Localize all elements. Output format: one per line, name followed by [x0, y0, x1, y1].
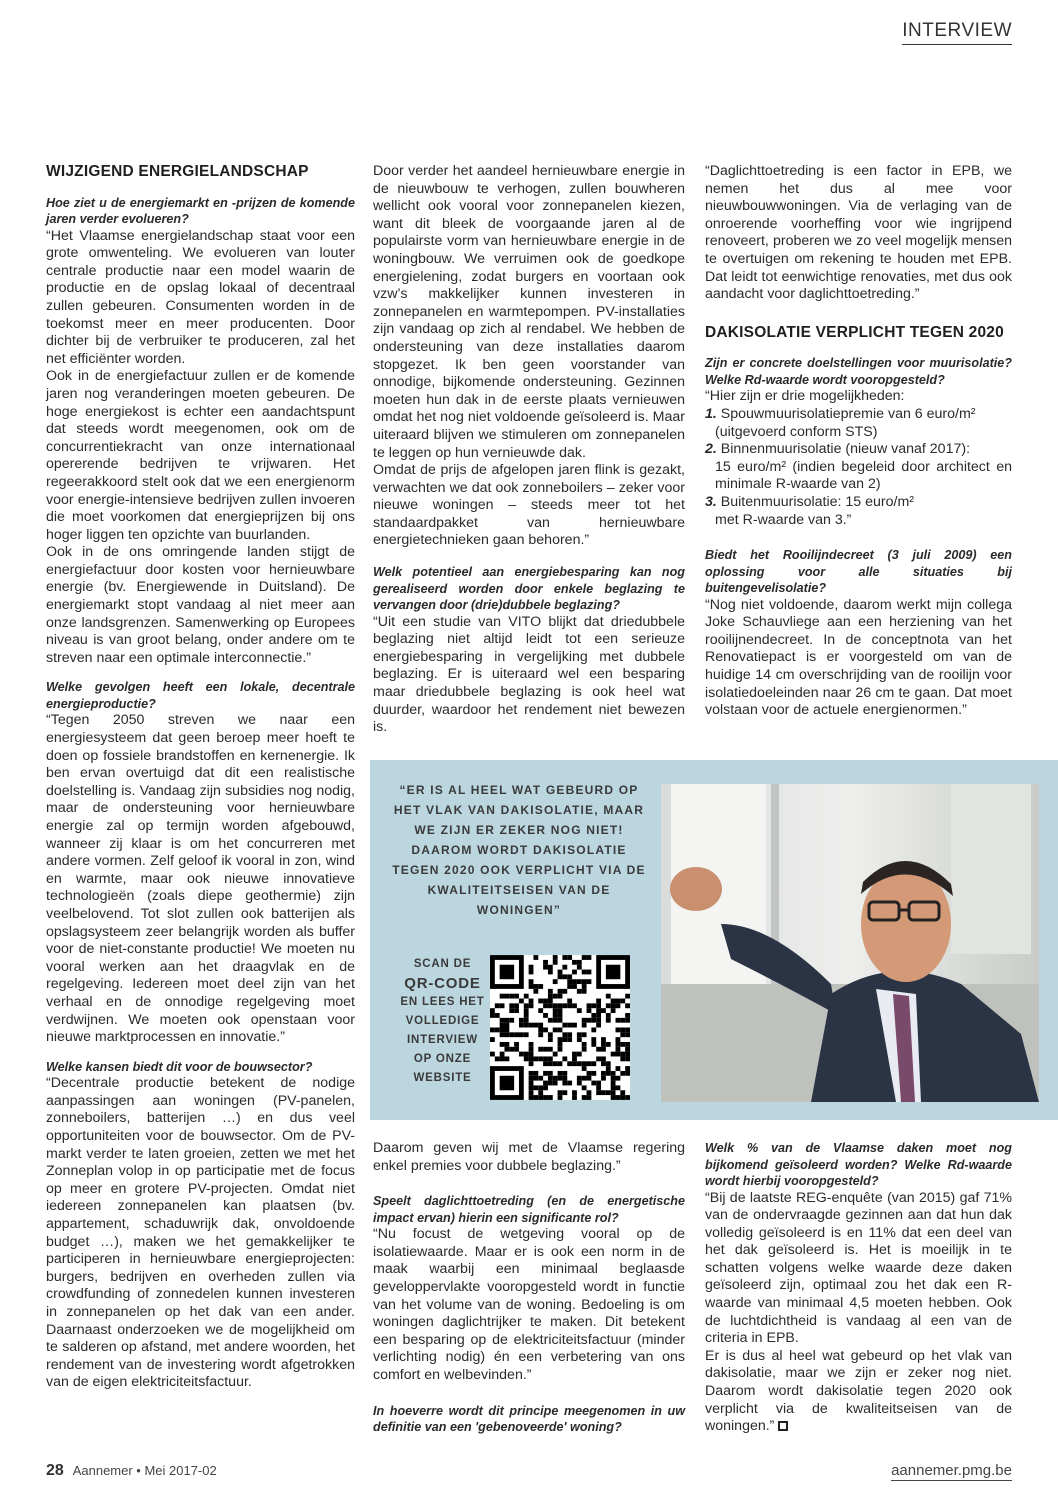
scan-prompt [400, 955, 485, 1088]
answer-paragraph: “Decentrale productie betekent de nodige aanpassingen aan woningen (PV-panelen, zonneboilers, batterijen …) en dus veel opportuniteiten voor de bouwsector. Om de PV-markt verder te laten groeien, zetten we met het Zonneplan volop in op participatie met de focus op meer en grotere PV-projecten. Omdat niet iedereen zonnepanelen kan plaatsen (bv. appartement, schaduwrijk dak, onvoldoende budget …), maken we het gemakkelijker te participeren in hernieuwbare energieprojecten: burgers, bedrijven en overheden zullen via crowdfunding of zonnedelen kunnen investeren in zonnepanelen op het dak van een ander. Daarnaast onderzoeken we de mogelijkheid om te salderen op afstand, met andere woorden, het rendement van de investering wordt afgetrokken van de eigen elektriciteitsfactuur. [46, 1075, 355, 1391]
column-2 [373, 163, 685, 737]
heading-energielandschap: WIJZIGEND ENERGIELANDSCHAP [46, 163, 309, 180]
list-text: Spouwmuurisolatiepremie van 6 euro/m² [720, 405, 976, 422]
question: Zijn er concrete doelstellingen voor muurisolatie? Welke Rd-waarde wordt vooropgesteld? [705, 356, 1012, 387]
column-3-bottom [705, 1140, 1012, 1436]
list-text: (uitgevoerd conform STS) [715, 423, 878, 440]
list-item [705, 441, 1012, 459]
answer-paragraph: “Nog niet voldoende, daarom werkt mijn collega Joke Schauvliege aan een herziening van het rooilijnendecreet. In de conceptnota van het Renovatiepact is er voorgesteld om van de huidige 14 cm overschrijding van de rooilijn voor isolatiedoeleinden naar 26 cm te gaan. Dat moet volstaan voor de actuele energienormen.” [705, 596, 1012, 719]
column-2-bottom [373, 1140, 685, 1436]
section-tag: INTERVIEW [902, 20, 1012, 45]
list-number: 2. [705, 441, 717, 458]
answer-paragraph: “Hier zijn er drie mogelijkheden: [705, 388, 905, 405]
footer-url[interactable]: aannemer.pmg.be [891, 1462, 1012, 1479]
question: Biedt het Rooilijndecreet (3 juli 2009) een oplossing voor alle situaties bij buitengevelisolatie? [705, 548, 1012, 596]
scan-line: QR-CODE [404, 975, 481, 992]
question: Speelt daglichttoetreding (en de energetische impact ervan) hierin een significante rol? [373, 1194, 685, 1225]
footer-left [46, 1462, 217, 1480]
answer-paragraph: “Tegen 2050 streven we naar een energiesysteem dat geen beroep meer hoeft te doen op fossiele brandstoffen en kernenergie. Ik ben ervan overtuigd dat dit een realistische doelstelling is. Vandaag zijn subsidies nog nodig, maar de ondersteuning voor hernieuwbare energie zal op termijn worden afgebouwd, wanneer zij klaar is om het concurreren met andere vormen. Zelf geloof ik vooral in zon, wind en warmte, maar ook nieuwe innovatieve technologieën (zoals diepe geothermie) zijn veelbelovend. Tot slot zullen ook batterijen als opslagsysteem zeer belangrijk worden als buffer voor de niet-constante productie! We moeten nu vooral werken aan het draagvlak en de regelgeving. Iedereen moet deel zijn van het verhaal en de onnodige regelgeving moet verdwijnen. We moeten ook openstaan voor nieuwe marktprocessen en innovatie.” [46, 712, 355, 1046]
pull-quote-part: DAAROM WORDT DAKISOLATIE TEGEN 2020 OOK VERPLICHT VIA DE KWALITEITSEISEN VAN DE WONINGEN” [392, 843, 646, 917]
answer-paragraph: “Uit een studie van VITO blijkt dat driedubbele beglazing niet altijd leidt tot een serieuze energiebesparing in vergelijking met dubbele beglazing. Er is uiteraard wel een besparing maar driedubbele beglazing is ook heel wat duurder, waardoor het rendement niet bewezen is. [373, 613, 685, 736]
answer-paragraph: “Bij de laatste REG-enquête (van 2015) gaf 71% van de ondervraagde gezinnen aan dat hun dak volledig geïsoleerd is en 11% dat een deel van het dak geïsoleerd is. Het is moeilijk in te schatten volgens welke waarde deze daken geïsoleerd zijn, optimaal zou het dak een R-waarde van minimaal 4,5 moeten hebben. Ook de luchtdichtheid is vandaag al een van de criteria in EPB. [705, 1189, 1012, 1347]
qr-code-graphic [490, 955, 630, 1100]
portrait-illustration [661, 784, 1039, 1102]
scan-line: EN LEES HET VOLLEDIGE INTERVIEW OP ONZE WEBSITE [400, 996, 485, 1084]
question: Welke gevolgen heeft een lokale, decentrale energieproductie? [46, 680, 355, 711]
question: Welke kansen biedt dit voor de bouwsector? [46, 1059, 313, 1074]
end-square-icon [778, 1421, 788, 1431]
heading-dakisolatie: DAKISOLATIE VERPLICHT TEGEN 2020 [705, 323, 1004, 341]
answer-paragraph: Omdat de prijs de afgelopen jaren flink is gezakt, verwachten we dat ook zonneboilers – zeker voor nieuwe woningen – steeds meer tot het standaardpakket van hernieuwbare energietechnieken gaan behoren.” [373, 462, 685, 549]
list-text: 15 euro/m² (indien begeleid door architect en minimale R-waarde van 2) [715, 458, 1012, 493]
answer-paragraph: “Het Vlaamse energielandschap staat voor een grote omwenteling. We evolueren van louter centrale productie naar een model waarin de productie en de opslag lokaal of decentraal zullen gebeuren. Consumenten worden in de toekomst meer en meer producenten. Door dichter bij de verbruiker te produceren, zal het net efficiënter worden. [46, 227, 355, 367]
column-1 [46, 163, 355, 1392]
question: Hoe ziet u de energiemarkt en -prijzen de komende jaren verder evolueren? [46, 195, 355, 227]
list-item [705, 494, 1012, 512]
pull-quote-part: “ER IS AL HEEL WAT GEBEURD OP HET VLAK VAN DAKISOLATIE, MAAR WE ZIJN ER ZEKER NOG NIET! [393, 783, 645, 837]
answer-paragraph: “Nu focust de wetgeving vooral op de isolatiewaarde. Maar er is ook een norm in de maak waarbij een minimaal beglaasde geveloppervlakte vooropgesteld wordt in functie van het volume van de woning. Bedoeling is om woningen daglichtrijker te maken. Dit betekent een besparing op de elektriciteitsfactuur (minder verlichting nodig) én een verbetering van ons comfort en welbevinden.” [373, 1226, 685, 1383]
question: Welk potentieel aan energiebesparing kan nog gerealiseerd worden door enkele beglazing te vervangen door (drie)dubbele beglazing? [373, 565, 685, 613]
list-text: Buitenmuurisolatie: 15 euro/m² [720, 493, 914, 510]
qr-code-icon[interactable] [490, 955, 630, 1100]
answer-paragraph [705, 1348, 1012, 1436]
answer-paragraph: Ook in de energiefactuur zullen er de komende jaren nog veranderingen moeten gebeuren. De hoge energiekost is echter een aandachtspunt dat steeds wordt meegenomen, ook om de concurrentiekracht van onze internationaal opererende bedrijven te vrijwaren. Het regeerakkoord stelt ook dat we een energienorm voor energie-intensieve bedrijven zullen invoeren die moet voorkomen dat energieprijzen bij ons hoger liggen ten opzichte van buurlanden. [46, 368, 355, 543]
answer-paragraph: Daarom geven wij met de Vlaamse regering enkel premies voor dubbele beglazing.” [373, 1140, 685, 1174]
pull-quote [388, 780, 650, 920]
list-number: 1. [705, 405, 717, 422]
answer-paragraph: Ook in de ons omringende landen stijgt de energiefactuur door kosten voor hernieuwbare energie (bv. Energiewende in Duitsland). De energiemarkt stopt vandaag al niet meer aan onze landsgrenzen. Samenwerking op Europees niveau is van groot belang, onder andere om te streven naar een optimale interconnectie.” [46, 544, 355, 666]
question: Welk % van de Vlaamse daken moet nog bijkomend geïsoleerd worden? Welke Rd-waarde wordt hierbij vooropgesteld? [705, 1141, 1012, 1188]
list-item [705, 406, 1012, 424]
answer-paragraph: Door verder het aandeel hernieuwbare energie in de nieuwbouw te verhogen, zullen bouwheren wellicht ook vooral voor zonnepanelen kiezen, want dit bleek de voorgaande jaren al de populairste vorm van hernieuwbare energie in de woningbouw. We verruimen ook de goedkope energielening, zodat burgers en voortaan ook vzw’s makkelijker kunnen investeren in zonnepanelen en warmtepompen. PV-installaties zijn vandaag op zich al rendabel. We hebben de ondersteuning van deze installaties daarom stopgezet. Ik ben geen voorstander van onnodige, bijkomende ondersteuning. Gezinnen moeten hun dak in de eerste plaats vernieuwen omdat het nog niet voldoende geïsoleerd is. Maar uiteraard blijven we stimuleren om zonnepanelen te leggen op hun vernieuwde dak. [373, 163, 685, 461]
scan-line: SCAN DE [413, 958, 472, 970]
page-number: 28 [46, 1462, 64, 1479]
list-number: 3. [705, 493, 717, 510]
magazine-issue: Aannemer • Mei 2017-02 [72, 1463, 217, 1478]
answer-text: Er is dus al heel wat gebeurd op het vlak van dakisolatie, maar we zijn er zeker nog niet. Daarom wordt dakisolatie tegen 2020 ook verplicht via de kwaliteitseisen van de woningen.” [705, 1347, 1012, 1435]
question: In hoeverre wordt dit principe meegenomen in uw definitie van een 'gebenoveerde' woning? [373, 1403, 685, 1435]
list-text: Binnenmuurisolatie (nieuw vanaf 2017): [720, 441, 971, 458]
list-text: met R-waarde van 3.” [715, 511, 852, 528]
portrait-photo [661, 784, 1039, 1102]
answer-paragraph: “Daglichttoetreding is een factor in EPB, we nemen het dus al mee voor nieuwbouwwoningen. Via de verlaging van de onroerende voorheffing voor wie ingrijpend renoveert, proberen we zo veel mogelijk mensen te overtuigen om rekening te houden met EPB. Dat leidt tot eenwichtige renovaties, met dus ook aandacht voor daglichttoetreding.” [705, 163, 1012, 303]
column-3 [705, 163, 1012, 720]
